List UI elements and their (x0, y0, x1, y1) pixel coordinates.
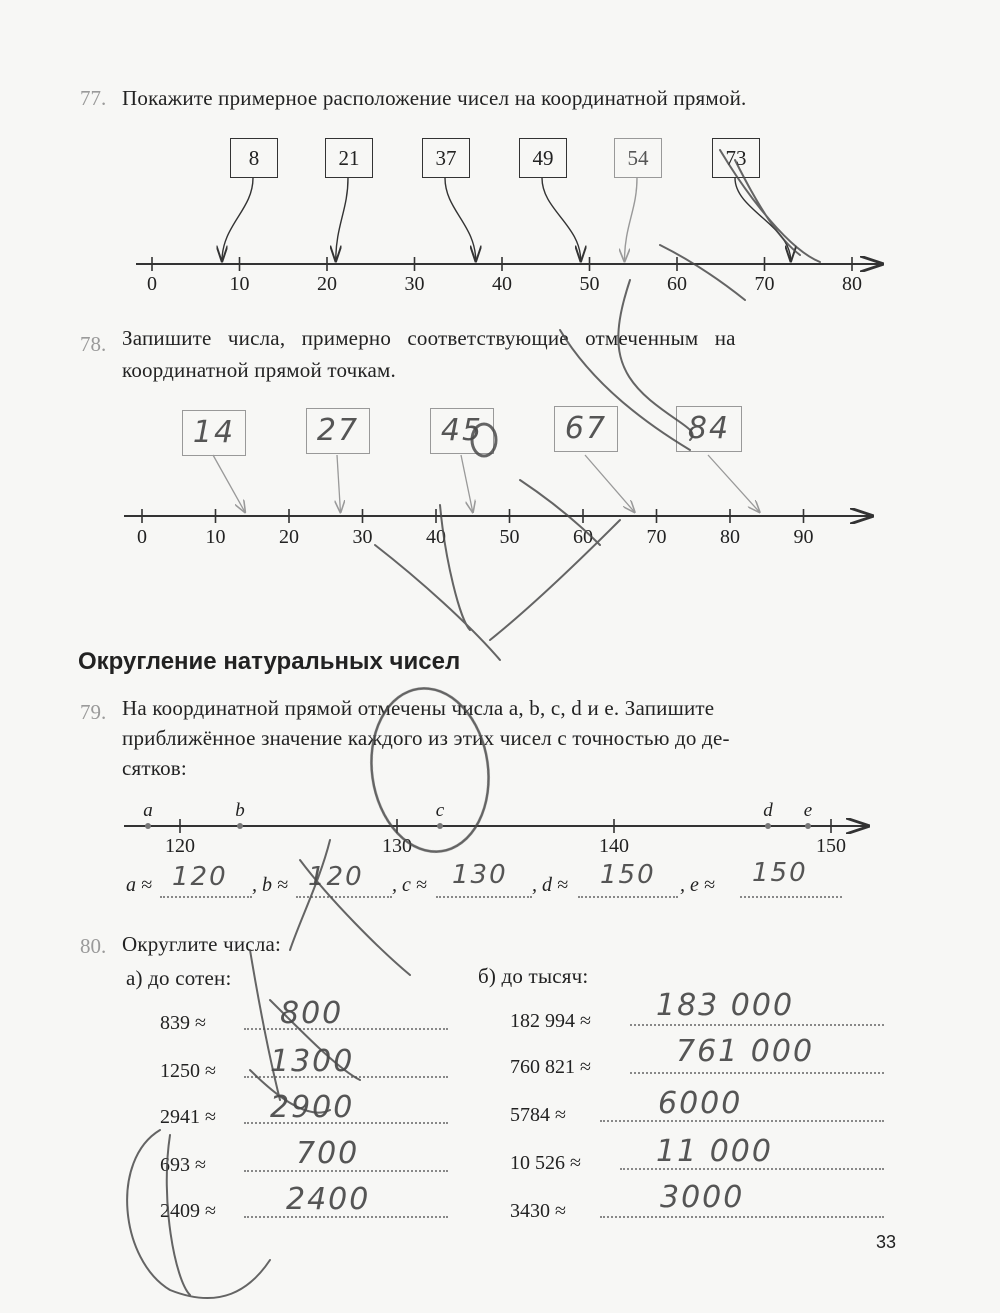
box-77-1: 8 (230, 138, 278, 178)
a-row-5-number: 2409 ≈ (160, 1200, 216, 1222)
field-b-line (296, 896, 392, 898)
answer-78-3: 45 (440, 413, 484, 448)
tick-label-78: 60 (573, 526, 593, 548)
b-row-5-answer[interactable]: 3000 (660, 1180, 745, 1215)
a-row-1-number: 839 ≈ (160, 1012, 206, 1034)
tick-label-77: 0 (147, 273, 157, 295)
tick-label-79: 140 (599, 835, 629, 857)
task-80-number: 80. (80, 934, 107, 958)
tick-label-78: 10 (205, 526, 226, 548)
field-a-line (160, 896, 252, 898)
tick-label-78: 90 (793, 526, 814, 548)
tick-label-77: 40 (492, 273, 512, 295)
tick-label-78: 30 (352, 526, 373, 548)
section-title: Округление натуральных чисел (78, 648, 461, 675)
task-79-text-line1: На координатной прямой отмечены числа a, b, c, d и e. Запишите (122, 696, 715, 720)
point-label-e: e (803, 800, 813, 821)
field-e-line (740, 896, 842, 898)
field-d[interactable]: 150 (600, 860, 656, 890)
label-c: , c ≈ (392, 874, 427, 896)
label-d: , d ≈ (532, 874, 568, 896)
field-a[interactable]: 120 (172, 862, 228, 892)
box-77-2: 21 (325, 138, 373, 178)
box-77-5: 54 (614, 138, 662, 178)
answer-78-2: 27 (316, 413, 360, 448)
point-label-b: b (235, 800, 245, 821)
label-a: a ≈ (126, 874, 152, 896)
tick-label-77: 80 (842, 273, 862, 295)
b-row-2-line (630, 1072, 884, 1074)
point-a (145, 823, 151, 829)
tick-label-79: 130 (382, 835, 412, 857)
box-77-3: 37 (422, 138, 470, 178)
field-c-line (436, 896, 532, 898)
field-c[interactable]: 130 (452, 860, 508, 890)
point-d (765, 823, 771, 829)
page-number: 33 (876, 1232, 897, 1252)
tick-label-77: 20 (317, 273, 337, 295)
task-79-text-line3: сятков: (122, 756, 187, 780)
tick-label-78: 70 (646, 526, 667, 548)
label-b: , b ≈ (252, 874, 288, 896)
point-e (805, 823, 811, 829)
point-label-d: d (763, 800, 773, 821)
tick-label-77: 60 (667, 273, 687, 295)
tick-label-77: 50 (579, 273, 600, 295)
field-e[interactable]: 150 (752, 858, 808, 888)
task-79-number: 79. (80, 700, 107, 724)
b-row-2-number: 760 821 ≈ (510, 1056, 591, 1078)
point-c (437, 823, 443, 829)
b-row-5-line (600, 1216, 884, 1218)
box-77-6: 73 (712, 138, 760, 178)
point-label-a: a (143, 800, 153, 821)
a-row-3-number: 2941 ≈ (160, 1106, 216, 1128)
label-e: , e ≈ (680, 874, 715, 896)
b-row-3-number: 5784 ≈ (510, 1104, 566, 1126)
task-78-number: 78. (80, 332, 107, 356)
box-77-4: 49 (519, 138, 567, 178)
tick-label-78: 40 (426, 526, 446, 548)
task-80-text: Округлите числа: (122, 932, 282, 956)
tick-label-79: 150 (816, 835, 846, 857)
point-b (237, 823, 243, 829)
field-b[interactable]: 120 (308, 862, 364, 892)
tick-label-77: 10 (229, 273, 250, 295)
b-row-4-answer[interactable]: 11 000 (656, 1134, 773, 1169)
point-label-c: c (435, 800, 445, 821)
part-b-title: б) до тысяч: (478, 964, 589, 988)
a-row-2-answer[interactable]: 1300 (270, 1044, 355, 1079)
field-d-line (578, 896, 678, 898)
b-row-3-answer[interactable]: 6000 (658, 1086, 743, 1121)
a-row-4-answer[interactable]: 700 (296, 1136, 360, 1171)
part-a-title: а) до сотен: (126, 966, 232, 990)
task-77-number: 77. (80, 86, 107, 110)
tick-label-77: 30 (404, 273, 425, 295)
task-79-text-line2: приближённое значение каждого из этих чисел с точностью до де- (122, 726, 730, 750)
b-row-1-number: 182 994 ≈ (510, 1010, 591, 1032)
a-row-3-answer[interactable]: 2900 (270, 1090, 355, 1125)
tick-label-79: 120 (165, 835, 195, 857)
a-row-4-number: 693 ≈ (160, 1154, 206, 1176)
answer-78-1: 14 (192, 415, 236, 450)
b-row-2-answer[interactable]: 761 000 (676, 1034, 815, 1069)
answer-78-5: 84 (687, 411, 731, 446)
task-77-text: Покажите примерное расположение чисел на координатной прямой. (122, 86, 747, 110)
a-row-1-line (244, 1028, 448, 1030)
answer-78-4: 67 (564, 411, 608, 446)
tick-label-78: 80 (720, 526, 740, 548)
b-row-5-number: 3430 ≈ (510, 1200, 566, 1222)
a-row-2-number: 1250 ≈ (160, 1060, 216, 1082)
tick-label-78: 20 (279, 526, 299, 548)
b-row-1-answer[interactable]: 183 000 (656, 988, 795, 1023)
a-row-5-answer[interactable]: 2400 (286, 1182, 371, 1217)
task-78-text-line2: координатной прямой точкам. (122, 358, 396, 382)
tick-label-78: 0 (137, 526, 147, 548)
b-row-4-number: 10 526 ≈ (510, 1152, 581, 1174)
tick-label-78: 50 (499, 526, 520, 548)
a-row-1-answer[interactable]: 800 (280, 996, 344, 1031)
b-row-1-line (630, 1024, 884, 1026)
tick-label-77: 70 (754, 273, 775, 295)
task-78-text-line1: Запишите числа, примерно соответствующие отмеченным на (122, 326, 736, 350)
